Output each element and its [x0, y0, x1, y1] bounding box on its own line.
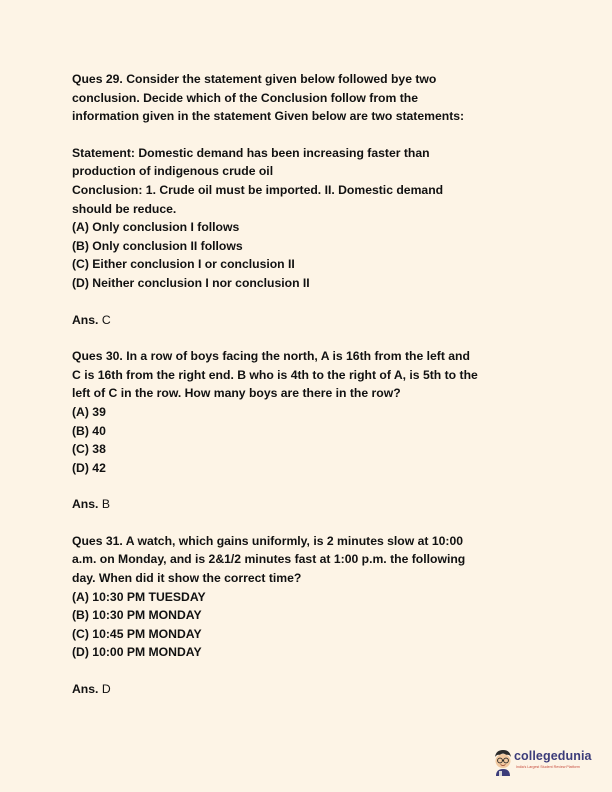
option-b: (B) 40 — [72, 423, 106, 438]
question-31-line: a.m. on Monday, and is 2&1/2 minutes fast at 1:00 p.m. the following — [72, 552, 466, 567]
question-31-line: Ques 31. A watch, which gains uniformly, is 2 minutes slow at 10:00 — [72, 533, 464, 548]
option-a: (A) Only conclusion I follows — [72, 220, 240, 235]
statement-line: production of indigenous crude oil — [72, 164, 274, 179]
question-30 — [72, 347, 552, 477]
answer-label: Ans. — [72, 682, 99, 697]
option-a: (A) 39 — [72, 404, 106, 419]
answer-31 — [72, 680, 552, 699]
answer-label: Ans. — [72, 312, 99, 327]
logo-tagline: India's Largest Student Review Platform — [516, 765, 580, 769]
question-30-line: left of C in the row. How many boys are there in the row? — [72, 386, 401, 401]
student-mascot-icon — [492, 748, 514, 778]
question-30-line: C is 16th from the right end. B who is 4th to the right of A, is 5th to the — [72, 367, 478, 382]
statement-line: Statement: Domestic demand has been increasing faster than — [72, 145, 430, 160]
question-29-line: conclusion. Decide which of the Conclusion follow from the — [72, 90, 419, 105]
question-29-line: information given in the statement Given below are two statements: — [72, 109, 465, 124]
answer-29 — [72, 311, 552, 330]
collegedunia-logo — [492, 746, 602, 780]
answer-value: B — [101, 497, 110, 512]
answer-30 — [72, 495, 552, 514]
answer-value: D — [101, 682, 111, 697]
statement-line: should be reduce. — [72, 201, 177, 216]
document-page — [72, 70, 552, 699]
option-c: (C) 38 — [72, 442, 106, 457]
question-29-line: Ques 29. Consider the statement given below followed bye two — [72, 72, 437, 86]
statement-line: Conclusion: 1. Crude oil must be imported. II. Domestic demand — [72, 182, 444, 197]
question-30-line: Ques 30. In a row of boys facing the north, A is 16th from the left and — [72, 349, 470, 364]
option-d: (D) 42 — [72, 460, 106, 475]
option-b: (B) Only conclusion II follows — [72, 238, 243, 253]
option-a: (A) 10:30 PM TUESDAY — [72, 589, 206, 604]
option-c: (C) Either conclusion I or conclusion II — [72, 257, 295, 272]
question-31-line: day. When did it show the correct time? — [72, 571, 302, 586]
question-29 — [72, 70, 552, 126]
logo-wordmark: collegedunia — [514, 749, 592, 763]
answer-label: Ans. — [72, 497, 99, 512]
option-d: (D) 10:00 PM MONDAY — [72, 645, 202, 660]
option-d: (D) Neither conclusion I nor conclusion II — [72, 275, 310, 290]
option-b: (B) 10:30 PM MONDAY — [72, 608, 202, 623]
answer-value: C — [101, 312, 111, 327]
option-c: (C) 10:45 PM MONDAY — [72, 626, 202, 641]
question-31 — [72, 532, 552, 662]
question-29-statement — [72, 144, 552, 293]
